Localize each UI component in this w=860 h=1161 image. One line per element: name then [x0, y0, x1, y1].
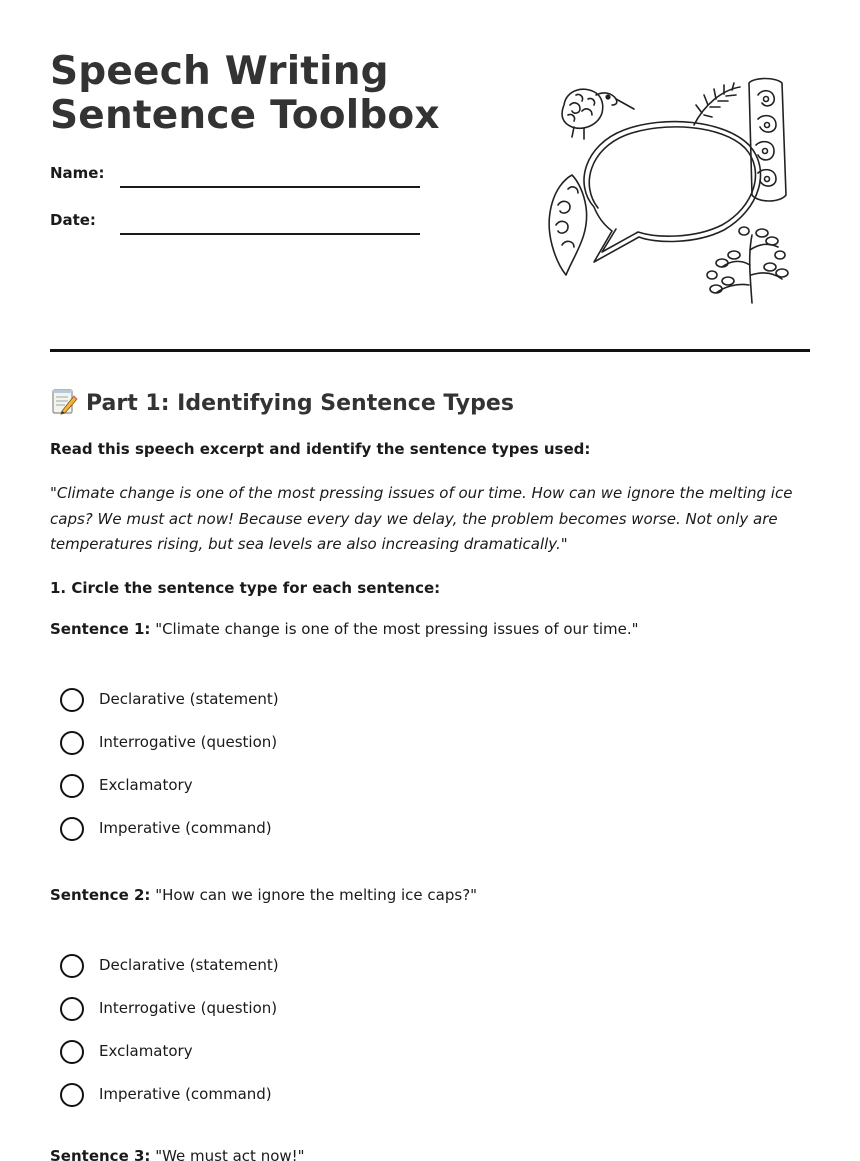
worksheet-page: [50, 0, 810, 1161]
tree-icon: [707, 227, 788, 303]
radio-circle[interactable]: [60, 731, 84, 755]
sentence-2-label: Sentence 2:: [50, 886, 151, 904]
sentence-2-option-declarative[interactable]: [60, 954, 460, 980]
sentence-3: [50, 1147, 305, 1161]
question-1: 1. Circle the sentence type for each sentence:: [50, 579, 441, 597]
option-label: Exclamatory: [99, 1042, 193, 1060]
option-label: Declarative (statement): [99, 690, 279, 708]
option-label: Interrogative (question): [99, 733, 278, 751]
kiwi-bird-icon: [562, 89, 634, 139]
date-field-row: [50, 211, 430, 235]
speech-bubble-illustration-icon: [544, 75, 794, 307]
sentence-1: [50, 620, 639, 638]
radio-circle[interactable]: [60, 688, 84, 712]
sentence-2-option-interrogative[interactable]: [60, 997, 460, 1023]
sentence-3-text: "We must act now!": [155, 1147, 305, 1161]
radio-circle[interactable]: [60, 1083, 84, 1107]
date-label: Date:: [50, 211, 96, 229]
part1-instruction: Read this speech excerpt and identify the sentence types used:: [50, 440, 591, 458]
option-label: Imperative (command): [99, 819, 272, 837]
sentence-1-text: "Climate change is one of the most pressing issues of our time.": [155, 620, 639, 638]
memo-pencil-icon: [50, 387, 78, 415]
name-field-row: [50, 164, 430, 188]
title-line-1: Speech Writing: [50, 49, 389, 94]
radio-circle[interactable]: [60, 997, 84, 1021]
radio-circle[interactable]: [60, 817, 84, 841]
sentence-2: [50, 886, 477, 904]
sentence-1-option-interrogative[interactable]: [60, 731, 460, 757]
sentence-1-label: Sentence 1:: [50, 620, 151, 638]
sentence-1-option-exclamatory[interactable]: [60, 774, 460, 800]
option-label: Exclamatory: [99, 776, 193, 794]
speech-excerpt: "Climate change is one of the most pressing issues of our time. How can we ignore the melting ice caps? We must act now! Because every day we delay, the problem becomes worse. Not only are temperatures rising, but sea levels are also increasing dramatically.": [50, 484, 793, 553]
date-field[interactable]: [120, 233, 420, 235]
section-divider: [50, 349, 810, 352]
name-label: Name:: [50, 164, 105, 182]
sentence-2-text: "How can we ignore the melting ice caps?": [155, 886, 478, 904]
worksheet-header: [50, 50, 810, 310]
radio-circle[interactable]: [60, 954, 84, 978]
option-label: Declarative (statement): [99, 956, 279, 974]
radio-circle[interactable]: [60, 774, 84, 798]
fern-frond-icon: [694, 83, 740, 125]
name-field[interactable]: [120, 186, 420, 188]
sentence-3-label: Sentence 3:: [50, 1147, 151, 1161]
option-label: Interrogative (question): [99, 999, 278, 1017]
sentence-1-option-declarative[interactable]: [60, 688, 460, 714]
sentence-1-option-imperative[interactable]: [60, 817, 460, 843]
page-title: [50, 50, 440, 138]
sentence-2-option-exclamatory[interactable]: [60, 1040, 460, 1066]
koru-feather-icon: [549, 175, 586, 275]
option-label: Imperative (command): [99, 1085, 272, 1103]
sentence-2-option-imperative[interactable]: [60, 1083, 460, 1109]
title-line-2: Sentence Toolbox: [50, 93, 440, 138]
radio-circle[interactable]: [60, 1040, 84, 1064]
part1-title: Part 1: Identifying Sentence Types: [86, 391, 514, 416]
part1-heading: [50, 387, 514, 416]
